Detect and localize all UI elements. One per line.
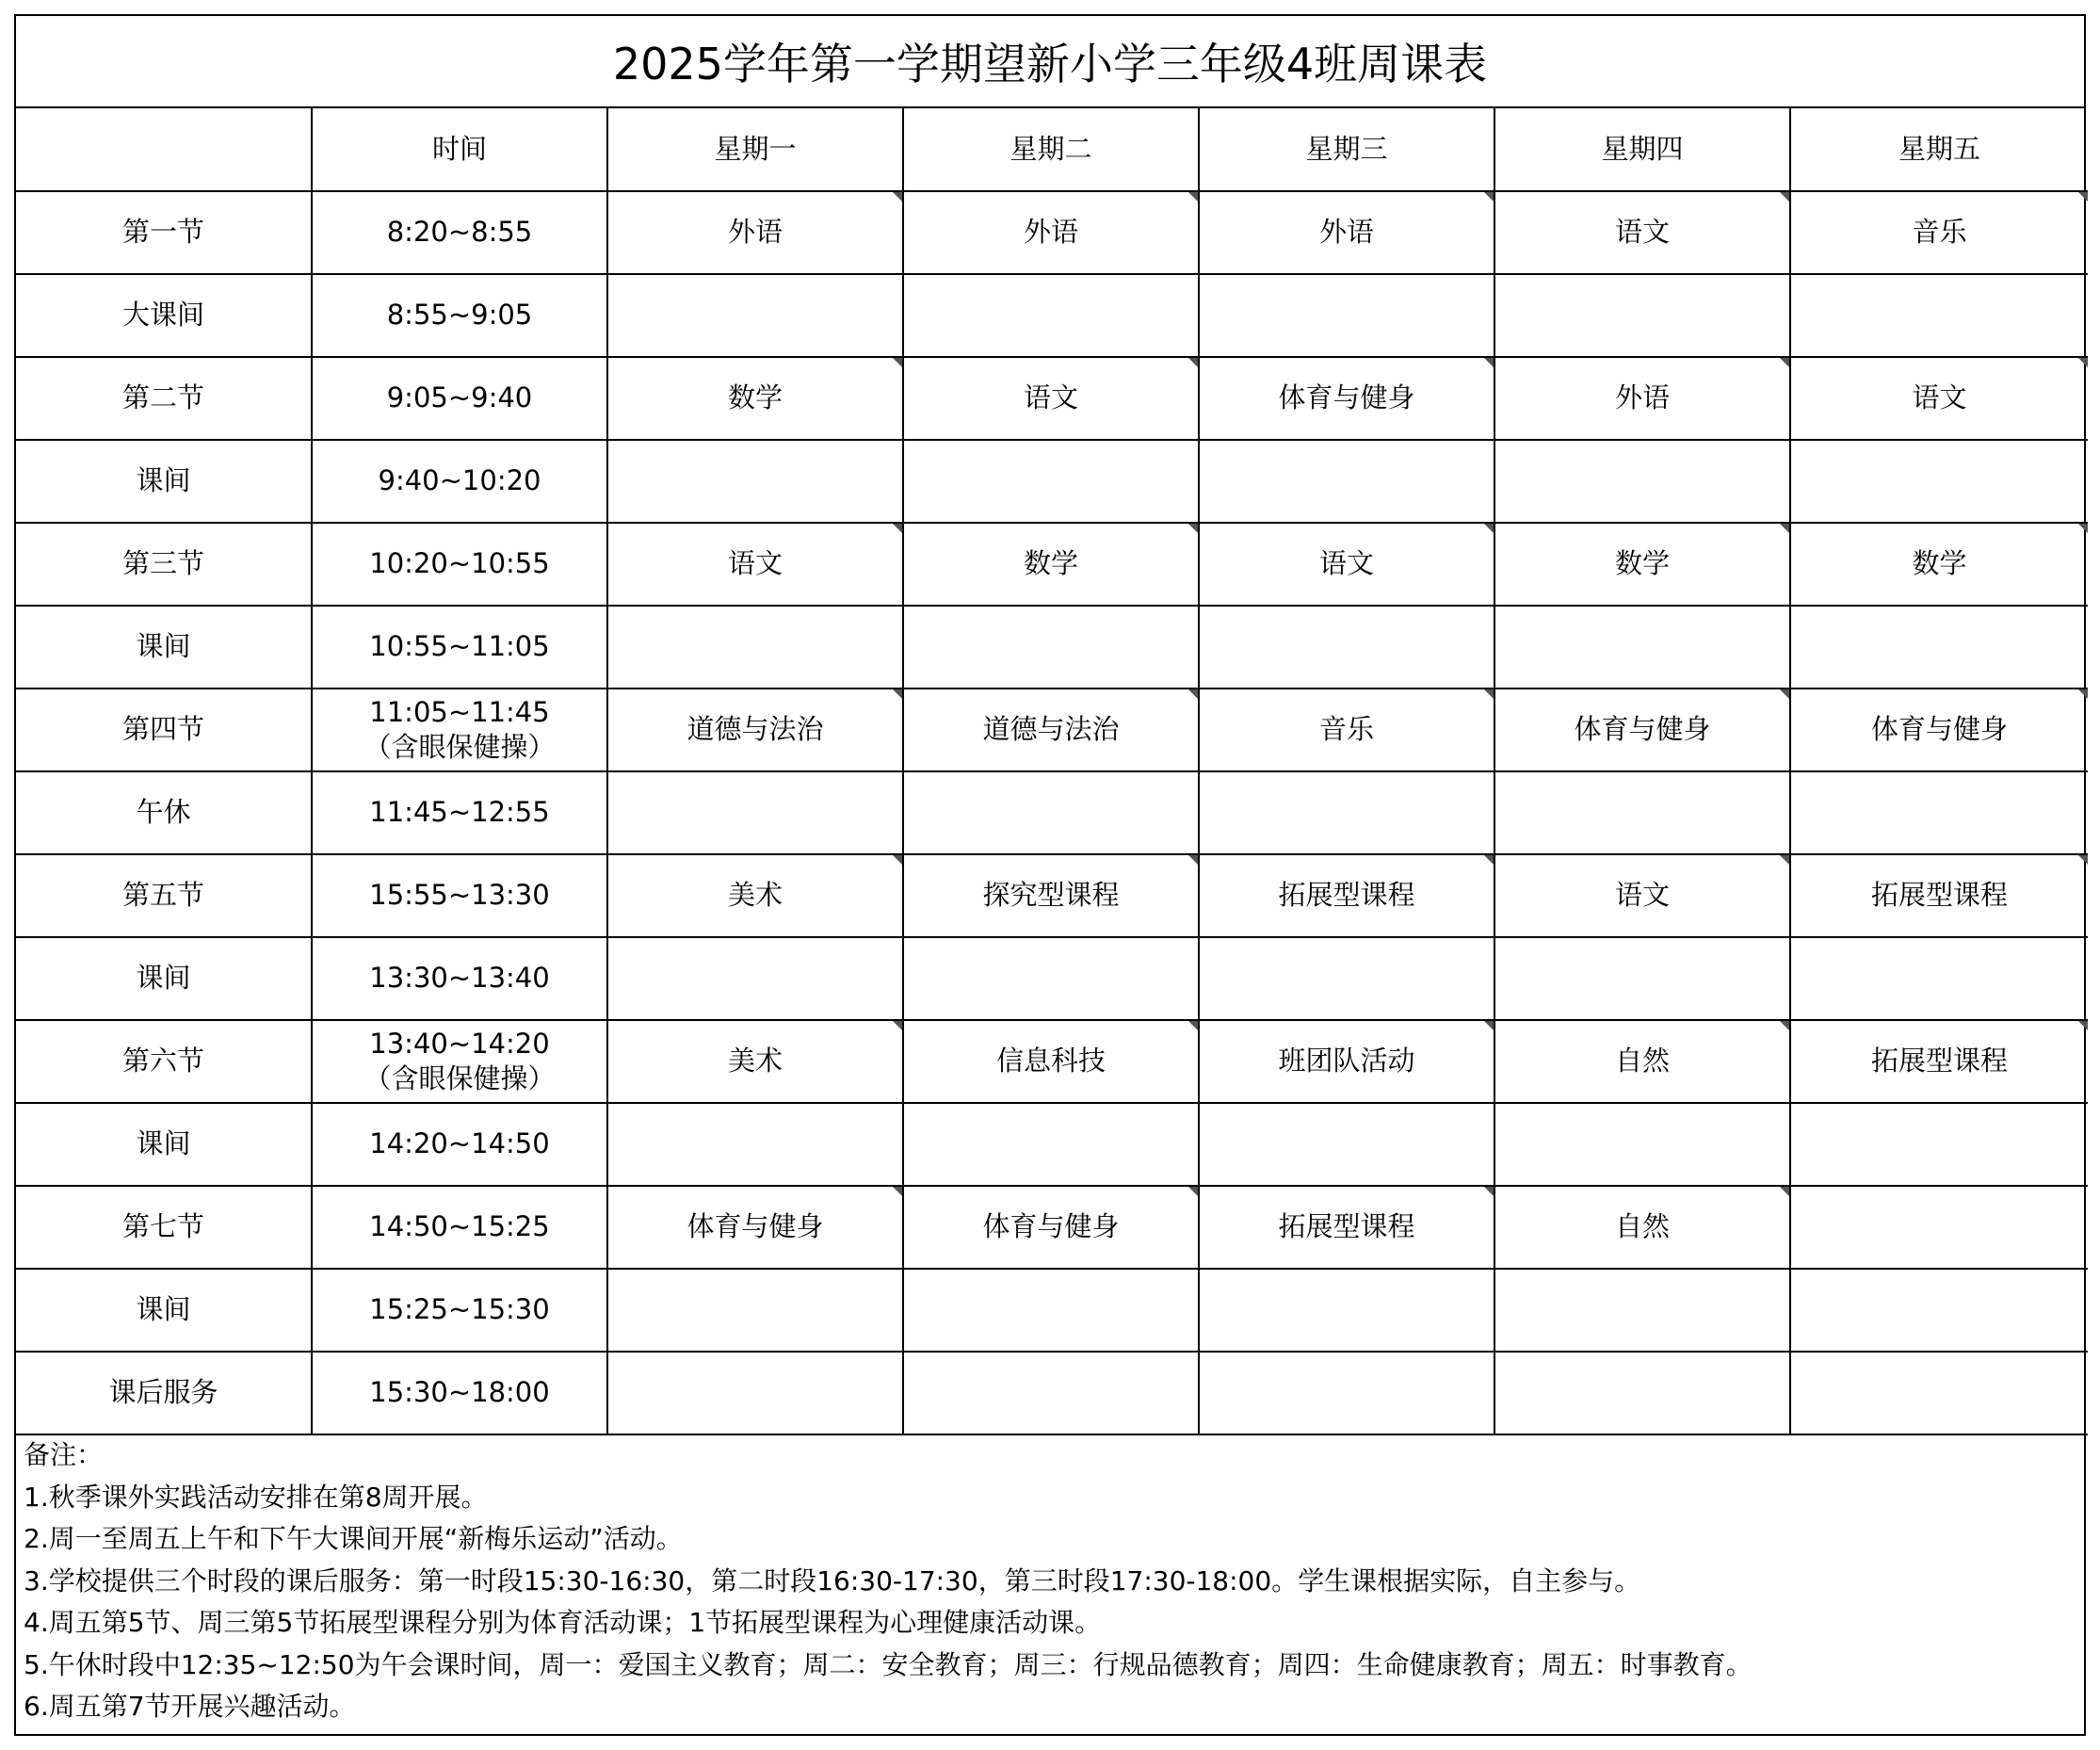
class-cell <box>607 1103 903 1186</box>
header-day-cell: 星期二 <box>903 108 1199 191</box>
class-label: 外语 <box>1023 216 1078 249</box>
cell-comment-marker-icon <box>2078 524 2088 533</box>
time-range: 10:20~10:55 <box>369 547 550 580</box>
class-label: 语文 <box>1023 381 1078 414</box>
time-cell <box>312 1352 607 1434</box>
class-label: 语文 <box>1318 547 1374 580</box>
cell-comment-marker-icon <box>1484 1021 1494 1030</box>
class-label: 外语 <box>1614 381 1670 414</box>
note-line: 3.学校提供三个时段的课后服务：第一时段15:30-16:30，第二时段16:30-17:30，第三时段17:30-18:00。学生课根据实际，自主参与。 <box>24 1564 1641 1596</box>
table-row <box>16 523 2088 606</box>
period-cell: 第三节 <box>16 523 312 606</box>
time-range: 9:40~10:20 <box>378 464 541 497</box>
period-cell: 课间 <box>16 1269 312 1352</box>
cell-comment-marker-icon <box>1188 855 1198 865</box>
period-cell: 第四节 <box>16 689 312 771</box>
class-cell <box>1790 1352 2088 1434</box>
cell-comment-marker-icon <box>893 192 902 202</box>
time-cell <box>312 937 607 1020</box>
timetable-sheet <box>14 14 2086 1736</box>
class-cell <box>1790 937 2088 1020</box>
cell-comment-marker-icon <box>1188 358 1198 367</box>
class-cell <box>1199 1269 1494 1352</box>
class-cell <box>1790 1269 2088 1352</box>
time-range: 8:20~8:55 <box>386 216 533 249</box>
period-cell: 午休 <box>16 771 312 854</box>
cell-comment-marker-icon <box>1780 855 1789 865</box>
class-cell <box>1494 854 1790 937</box>
table-row <box>16 1186 2088 1269</box>
time-cell <box>312 1186 607 1269</box>
class-cell <box>1790 771 2088 854</box>
table-row <box>16 191 2088 274</box>
header-day-cell: 星期五 <box>1790 108 2088 191</box>
time-cell <box>312 689 607 771</box>
class-label: 语文 <box>1614 216 1670 249</box>
class-cell <box>1199 1186 1494 1269</box>
class-cell <box>1199 357 1494 440</box>
class-cell <box>1494 1269 1790 1352</box>
class-cell <box>903 523 1199 606</box>
class-label: 语文 <box>1912 381 1967 414</box>
cell-comment-marker-icon <box>2078 358 2088 367</box>
class-cell <box>1790 606 2088 689</box>
class-label: 道德与法治 <box>687 713 824 746</box>
table-row <box>16 274 2088 357</box>
note-line: 6.周五第7节开展兴趣活动。 <box>24 1691 356 1722</box>
cell-comment-marker-icon <box>1484 1187 1494 1196</box>
class-label: 外语 <box>1318 216 1374 249</box>
class-cell <box>1790 274 2088 357</box>
timetable-grid <box>16 108 2088 1435</box>
cell-comment-marker-icon <box>1188 689 1198 699</box>
period-cell: 课后服务 <box>16 1352 312 1434</box>
class-cell <box>903 1269 1199 1352</box>
class-cell <box>903 937 1199 1020</box>
period-cell: 第二节 <box>16 357 312 440</box>
time-cell <box>312 606 607 689</box>
time-cell <box>312 274 607 357</box>
class-label: 拓展型课程 <box>1870 879 2008 912</box>
class-cell <box>1790 440 2088 523</box>
class-cell <box>903 274 1199 357</box>
class-label: 数学 <box>1023 547 1078 580</box>
notes-heading: 备注： <box>24 1439 104 1470</box>
class-cell <box>1494 1352 1790 1434</box>
class-cell <box>607 357 903 440</box>
class-cell <box>1790 357 2088 440</box>
class-cell <box>1199 1103 1494 1186</box>
cell-comment-marker-icon <box>2078 855 2088 865</box>
class-cell <box>1790 1186 2088 1269</box>
table-row <box>16 1020 2088 1103</box>
class-label: 拓展型课程 <box>1278 879 1415 912</box>
class-cell <box>607 1269 903 1352</box>
class-cell <box>903 1103 1199 1186</box>
class-cell <box>1494 937 1790 1020</box>
class-cell <box>1494 357 1790 440</box>
class-cell <box>1199 606 1494 689</box>
table-row <box>16 1352 2088 1434</box>
class-cell <box>903 854 1199 937</box>
class-cell <box>1494 191 1790 274</box>
class-cell <box>1199 1020 1494 1103</box>
time-range: 15:25~15:30 <box>369 1293 550 1326</box>
class-cell <box>1790 689 2088 771</box>
period-cell: 课间 <box>16 440 312 523</box>
cell-comment-marker-icon <box>1188 192 1198 202</box>
period-cell: 课间 <box>16 937 312 1020</box>
cell-comment-marker-icon <box>893 524 902 533</box>
period-cell: 课间 <box>16 1103 312 1186</box>
time-cell <box>312 191 607 274</box>
class-cell <box>1199 1352 1494 1434</box>
class-label: 音乐 <box>1318 713 1374 746</box>
cell-comment-marker-icon <box>1484 192 1494 202</box>
class-cell <box>607 606 903 689</box>
cell-comment-marker-icon <box>1780 192 1789 202</box>
class-cell <box>1199 191 1494 274</box>
time-range: 13:40~14:20 <box>369 1027 550 1060</box>
cell-comment-marker-icon <box>893 1021 902 1030</box>
class-cell <box>903 689 1199 771</box>
class-cell <box>1199 771 1494 854</box>
class-label: 自然 <box>1614 1045 1670 1078</box>
class-cell <box>1199 440 1494 523</box>
time-range: 15:55~13:30 <box>369 879 550 912</box>
cell-comment-marker-icon <box>2078 689 2088 699</box>
class-label: 班团队活动 <box>1278 1045 1415 1078</box>
class-label: 美术 <box>727 1045 783 1078</box>
class-cell <box>1494 689 1790 771</box>
class-cell <box>607 440 903 523</box>
class-cell <box>1199 854 1494 937</box>
class-cell <box>607 1352 903 1434</box>
table-row <box>16 1269 2088 1352</box>
notes-section <box>16 1431 2084 1736</box>
class-cell <box>1790 1020 2088 1103</box>
class-label: 数学 <box>1912 547 1967 580</box>
cell-comment-marker-icon <box>893 689 902 699</box>
header-day-cell: 星期三 <box>1199 108 1494 191</box>
header-day-cell: 星期一 <box>607 108 903 191</box>
class-cell <box>1494 1020 1790 1103</box>
cell-comment-marker-icon <box>1484 689 1494 699</box>
class-label: 体育与健身 <box>1870 713 2008 746</box>
cell-comment-marker-icon <box>1780 1021 1789 1030</box>
cell-comment-marker-icon <box>1188 1187 1198 1196</box>
class-cell <box>903 1186 1199 1269</box>
class-cell <box>1790 523 2088 606</box>
class-cell <box>1494 1186 1790 1269</box>
cell-comment-marker-icon <box>1188 524 1198 533</box>
note-line: 1.秋季课外实践活动安排在第8周开展。 <box>24 1481 488 1513</box>
class-cell <box>1494 771 1790 854</box>
time-range: 10:55~11:05 <box>369 630 550 663</box>
time-cell <box>312 1020 607 1103</box>
class-label: 拓展型课程 <box>1278 1210 1415 1243</box>
class-cell <box>903 1020 1199 1103</box>
class-label: 数学 <box>727 381 783 414</box>
page-title: 2025学年第一学期望新小学三年级4班周课表 <box>16 16 2084 108</box>
class-label: 体育与健身 <box>1278 381 1415 414</box>
time-cell <box>312 1103 607 1186</box>
header-corner-cell <box>16 108 312 191</box>
cell-comment-marker-icon <box>1188 1021 1198 1030</box>
time-cell <box>312 854 607 937</box>
class-cell <box>607 1186 903 1269</box>
time-note: （含眼保健操） <box>363 731 556 763</box>
class-cell <box>607 191 903 274</box>
note-line: 2.周一至周五上午和下午大课间开展“新梅乐运动”活动。 <box>24 1523 683 1554</box>
time-range: 13:30~13:40 <box>369 962 550 995</box>
class-cell <box>1790 854 2088 937</box>
class-label: 体育与健身 <box>982 1210 1120 1243</box>
table-row <box>16 689 2088 771</box>
cell-comment-marker-icon <box>893 855 902 865</box>
class-cell <box>903 606 1199 689</box>
time-range: 11:05~11:45 <box>369 695 550 728</box>
class-cell <box>1790 1103 2088 1186</box>
time-range: 8:55~9:05 <box>386 299 533 332</box>
class-cell <box>607 771 903 854</box>
header-row <box>16 108 2088 191</box>
class-cell <box>903 191 1199 274</box>
cell-comment-marker-icon <box>2078 192 2088 202</box>
table-row <box>16 937 2088 1020</box>
cell-comment-marker-icon <box>1780 524 1789 533</box>
cell-comment-marker-icon <box>1484 855 1494 865</box>
class-label: 数学 <box>1614 547 1670 580</box>
class-cell <box>1494 606 1790 689</box>
header-time-cell: 时间 <box>312 108 607 191</box>
class-cell <box>1790 191 2088 274</box>
class-cell <box>903 1352 1199 1434</box>
class-label: 体育与健身 <box>687 1210 824 1243</box>
cell-comment-marker-icon <box>1780 1187 1789 1196</box>
class-cell <box>903 440 1199 523</box>
class-cell <box>1199 689 1494 771</box>
cell-comment-marker-icon <box>2078 1021 2088 1030</box>
class-label: 自然 <box>1614 1210 1670 1243</box>
note-line: 5.午休时段中12:35~12:50为午会课时间，周一：爱国主义教育；周二：安全教育；周三：行规品德教育；周四：生命健康教育；周五：时事教育。 <box>24 1648 1753 1680</box>
time-cell <box>312 440 607 523</box>
class-label: 信息科技 <box>995 1045 1106 1078</box>
period-cell: 第六节 <box>16 1020 312 1103</box>
class-label: 道德与法治 <box>982 713 1120 746</box>
class-cell <box>607 689 903 771</box>
class-label: 拓展型课程 <box>1870 1045 2008 1078</box>
class-label: 音乐 <box>1912 216 1967 249</box>
header-day-cell: 星期四 <box>1494 108 1790 191</box>
class-cell <box>1494 274 1790 357</box>
time-note: （含眼保健操） <box>363 1062 556 1094</box>
period-cell: 第七节 <box>16 1186 312 1269</box>
period-cell: 第一节 <box>16 191 312 274</box>
class-label: 外语 <box>727 216 783 249</box>
cell-comment-marker-icon <box>1780 689 1789 699</box>
time-cell <box>312 523 607 606</box>
cell-comment-marker-icon <box>1780 358 1789 367</box>
class-cell <box>1494 440 1790 523</box>
time-cell <box>312 1269 607 1352</box>
table-row <box>16 357 2088 440</box>
class-label: 美术 <box>727 879 783 912</box>
class-cell <box>1494 523 1790 606</box>
class-cell <box>1494 1103 1790 1186</box>
time-range: 15:30~18:00 <box>369 1376 550 1409</box>
class-label: 语文 <box>1614 879 1670 912</box>
time-cell <box>312 357 607 440</box>
period-cell: 第五节 <box>16 854 312 937</box>
class-cell <box>1199 274 1494 357</box>
cell-comment-marker-icon <box>1484 358 1494 367</box>
period-cell: 大课间 <box>16 274 312 357</box>
time-range: 14:20~14:50 <box>369 1127 550 1160</box>
class-cell <box>903 357 1199 440</box>
cell-comment-marker-icon <box>1484 524 1494 533</box>
time-range: 14:50~15:25 <box>369 1210 550 1243</box>
time-range: 9:05~9:40 <box>386 381 533 414</box>
class-cell <box>1199 523 1494 606</box>
note-line: 4.周五第5节、周三第5节拓展型课程分别为体育活动课；1节拓展型课程为心理健康活动课。 <box>24 1607 1102 1638</box>
class-label: 语文 <box>727 547 783 580</box>
cell-comment-marker-icon <box>893 1187 902 1196</box>
class-cell <box>607 937 903 1020</box>
class-cell <box>607 854 903 937</box>
table-row <box>16 440 2088 523</box>
time-cell <box>312 771 607 854</box>
class-cell <box>1199 937 1494 1020</box>
time-range: 11:45~12:55 <box>369 796 550 829</box>
cell-comment-marker-icon <box>893 358 902 367</box>
table-row <box>16 1103 2088 1186</box>
table-row <box>16 771 2088 854</box>
table-row <box>16 854 2088 937</box>
table-row <box>16 606 2088 689</box>
class-cell <box>607 523 903 606</box>
class-cell <box>607 1020 903 1103</box>
class-cell <box>903 771 1199 854</box>
class-label: 体育与健身 <box>1574 713 1711 746</box>
class-label: 探究型课程 <box>982 879 1120 912</box>
period-cell: 课间 <box>16 606 312 689</box>
class-cell <box>607 274 903 357</box>
